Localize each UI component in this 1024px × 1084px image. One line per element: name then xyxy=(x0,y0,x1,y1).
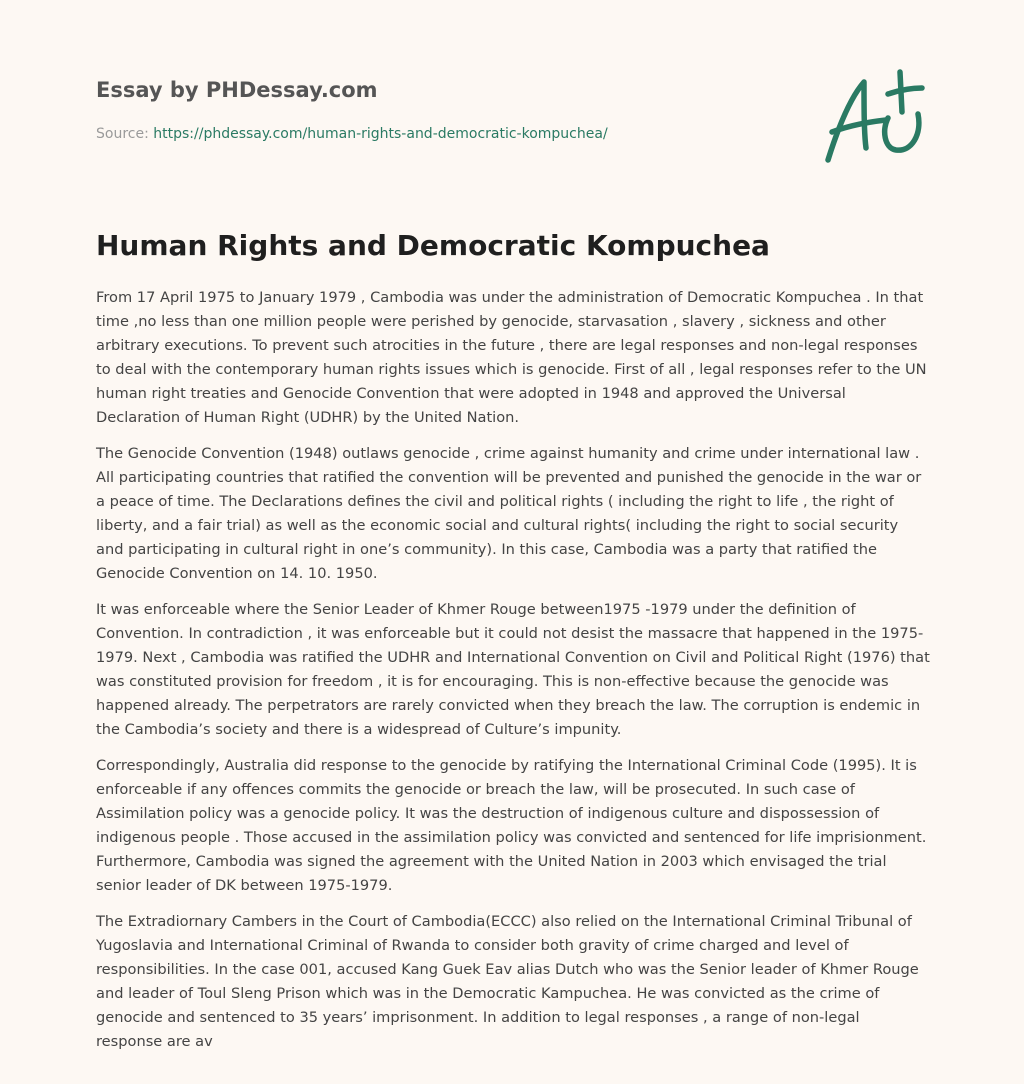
paragraph: Correspondingly, Australia did response to the genocide by ratifying the International Criminal Code (1995). It is enforceable if any offences commits the genocide or breach the law, will be prosecuted. In such case of Assimilation policy was a genocide policy. It was the destruction of indigenous culture and dispossession of indigenous people . Those accused in the assimilation policy was convicted and sentenced for life imprisionment. Furthermore, Cambodia was signed the agreement with the United Nation in 2003 which envisaged the trial senior leader of DK between 1975-1979. xyxy=(96,757,927,894)
source-label: Source: xyxy=(96,126,154,142)
essay-body xyxy=(96,286,930,1066)
paragraph: From 17 April 1975 to January 1979 , Cambodia was under the administration of Democratic Kompuchea . In that time ,no less than one million people were perished by genocide, starvasation , slavery , sickness and other arbitrary executions. To prevent such atrocities in the future , there are legal responses and non-legal responses to deal with the contemporary human rights issues which is genocide. First of all , legal responses refer to the UN human right treaties and Genocide Convention that were adopted in 1948 and approved the Universal Declaration of Human Right (UDHR) by the United Nation. xyxy=(96,289,927,426)
source-line xyxy=(96,124,816,144)
paragraph: It was enforceable where the Senior Leader of Khmer Rouge between1975 -1979 under the definition of Convention. In contradiction , it was enforceable but it could not desist the massacre that happened in the 1975-1979. Next , Cambodia was ratified the UDHR and International Convention on Civil and Political Right (1976) that was constituted provision for freedom , it is for encouraging. This is non-effective because the genocide was happened already. The perpetrators are rarely convicted when they breach the law. The corruption is endemic in the Cambodia’s society and there is a widespread of Culture’s impunity. xyxy=(96,601,930,738)
essay-header xyxy=(96,76,816,144)
source-link[interactable]: https://phdessay.com/human-rights-and-democratic-kompuchea/ xyxy=(153,126,608,142)
paragraph: The Extradiornary Cambers in the Court of Cambodia(ECCC) also relied on the International Criminal Tribunal of Yugoslavia and International Criminal of Rwanda to consider both gravity of crime charged and level of responsibilities. In the case 001, accused Kang Guek Eav alias Dutch who was the Senior leader of Khmer Rouge and leader of Toul Sleng Prison which was in the Democratic Kampuchea. He was convicted as the crime of genocide and sentenced to 35 years’ imprisonment. In addition to legal responses , a range of non-legal response are av xyxy=(96,913,919,1050)
site-title: Essay by PHDessay.com xyxy=(96,78,378,102)
essay-title: Human Rights and Democratic Kompuchea xyxy=(96,229,770,262)
a-plus-grade-icon xyxy=(818,68,930,168)
paragraph: The Genocide Convention (1948) outlaws genocide , crime against humanity and crime under international law . All participating countries that ratified the convention will be prevented and punished the genocide in the war or a peace of time. The Declarations defines the civil and political rights ( including the right to life , the right of liberty, and a fair trial) as well as the economic social and cultural rights( including the right to social security and participating in cultural right in one’s community). In this case, Cambodia was a party that ratified the Genocide Convention on 14. 10. 1950. xyxy=(96,445,922,582)
